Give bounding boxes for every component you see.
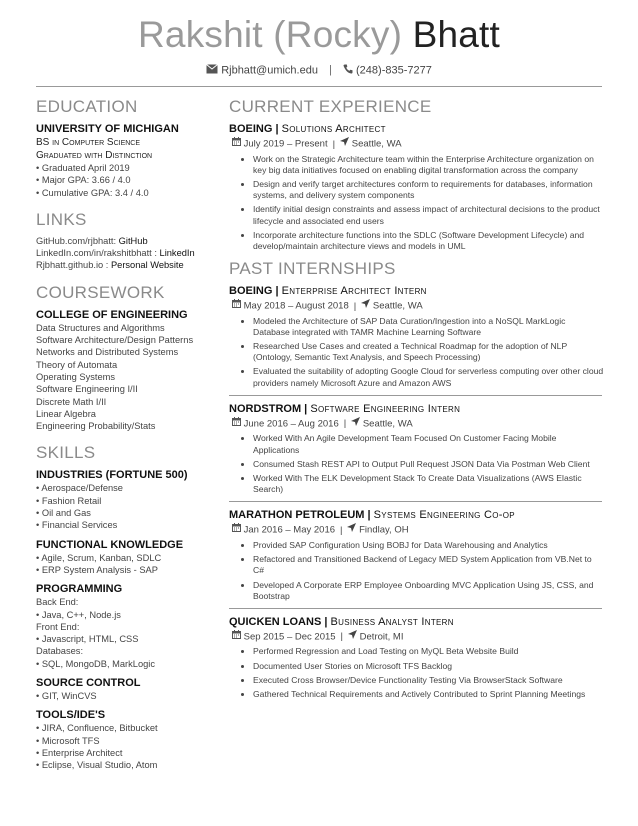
job-role: Solutions Architect: [281, 123, 386, 135]
links-section: [36, 209, 216, 272]
functional-heading: FUNCTIONAL KNOWLEDGE: [36, 538, 184, 551]
job-location: Seattle, WA: [372, 300, 423, 312]
job-entry: [229, 402, 604, 496]
meta-separator: |: [340, 524, 343, 536]
job-bullet: • Refactored and Transitioned Backend of Legacy MED System Application from VB.Net to C#: [253, 554, 604, 576]
skill-item: • ERP System Analysis - SAP: [36, 564, 158, 575]
skill-item: • SQL, MongoDB, MarkLogic: [36, 658, 155, 669]
company-name: NORDSTROM: [229, 402, 302, 415]
email-link[interactable]: Rjbhatt@umich.edu: [221, 64, 318, 77]
meta-separator: |: [343, 418, 347, 430]
course-item: Discrete Math I/II: [36, 396, 107, 407]
heading-separator: |: [321, 615, 331, 628]
job-location: Findlay, OH: [359, 524, 409, 536]
job-divider: [229, 501, 602, 502]
meta-separator: |: [340, 631, 344, 643]
job-bullet: • Identify initial design constraints and assess impact of architectural decisions to the product lifecycle and associated end users: [253, 204, 604, 226]
phone-number[interactable]: (248)-835-7277: [356, 64, 432, 77]
skill-item: • Aerospace/Defense: [36, 483, 123, 494]
current-jobs: [229, 122, 604, 252]
course-item: Operating Systems: [36, 371, 116, 382]
skill-item: • JIRA, Confluence, Bitbucket: [36, 723, 158, 734]
job-bullet: • Design and verify target architectures conform to requirements for databases, information systems, and delivery system components: [253, 179, 604, 201]
company-name: BOEING: [229, 285, 273, 298]
job-location: Seattle, WA: [351, 138, 402, 150]
skill-item: • Microsoft TFS: [36, 735, 100, 746]
job-divider: [229, 395, 602, 396]
school-name: UNIVERSITY OF MICHIGAN: [36, 123, 179, 135]
job-bullet: • Developed A Corporate ERP Employee Onboarding MVC Application Using JS, CSS, and Bootstrap: [253, 580, 604, 602]
skill-item: • Java, C++, Node.js: [36, 609, 121, 620]
location-arrow-icon: [348, 630, 357, 644]
job-location: Detroit, MI: [359, 631, 404, 643]
header-divider: [36, 86, 602, 87]
link-label[interactable]: GitHub: [116, 235, 148, 246]
skill-item: • Enterprise Architect: [36, 747, 123, 758]
job-divider: [229, 608, 602, 609]
meta-separator: |: [353, 300, 357, 312]
skill-item: • Agile, Scrum, Kanban, SDLC: [36, 552, 162, 563]
heading-separator: |: [364, 509, 374, 522]
skill-item: • Financial Services: [36, 520, 118, 531]
job-heading: [229, 122, 604, 137]
skill-item: • Javascript, HTML, CSS: [36, 634, 139, 645]
job-bullet: • Work on the Strategic Architecture team within the Enterprise Architecture organization on key big data initiatives focused on enabling digital transformation across the company: [253, 154, 604, 176]
name-light: Rakshit (Rocky): [138, 14, 403, 55]
job-location: Seattle, WA: [362, 418, 413, 430]
job-bullets: [229, 316, 604, 389]
job-role: Enterprise Architect Intern: [281, 285, 427, 298]
left-column: [36, 96, 216, 782]
company-name: BOEING: [229, 123, 273, 135]
job-bullets: [229, 154, 604, 253]
links-title: LINKS: [36, 209, 87, 229]
job-dates: July 2019 – Present: [243, 138, 328, 150]
job-entry: [229, 508, 604, 602]
job-heading: [229, 508, 604, 523]
skill-item: • Oil and Gas: [36, 508, 91, 519]
heading-separator: |: [272, 285, 282, 298]
location-arrow-icon: [347, 523, 356, 537]
company-name: MARATHON PETROLEUM: [229, 509, 365, 522]
job-dates: May 2018 – August 2018: [243, 300, 349, 312]
location-arrow-icon: [340, 137, 349, 151]
resume-name: [0, 14, 638, 56]
honor: Graduated with Distinction: [36, 150, 153, 161]
job-bullet: • Performed Regression and Load Testing on MyQL Beta Website Build: [253, 646, 604, 657]
link-item[interactable]: LinkedIn.com/in/rakshitbhatt : LinkedIn: [36, 248, 195, 259]
skill-item: Front End:: [36, 621, 80, 632]
link-label[interactable]: Personal Website: [108, 260, 184, 271]
job-bullet: • Incorporate architecture functions into the SDLC (Software Development Lifecycle) and develop/maintain architecture views and models in UML: [253, 230, 604, 252]
job-entry: [229, 284, 604, 389]
job-bullets: [229, 433, 604, 495]
job-dates: Sep 2015 – Dec 2015: [243, 631, 336, 643]
source-control-heading: SOURCE CONTROL: [36, 677, 141, 690]
job-heading: [229, 284, 604, 299]
education-section: [36, 96, 216, 199]
past-internships-title: PAST INTERNSHIPS: [229, 259, 396, 279]
calendar-icon: [232, 299, 241, 313]
job-bullet: • Worked With An Agile Development Team Focused On Customer Facing Mobile Applications: [253, 433, 604, 455]
job-bullets: [229, 540, 604, 602]
job-dates: June 2016 – Aug 2016: [243, 418, 339, 430]
edu-item: • Cumulative GPA: 3.4 / 4.0: [36, 187, 149, 198]
job-heading: [229, 615, 604, 630]
calendar-icon: [232, 523, 241, 537]
edu-item: • Graduated April 2019: [36, 163, 130, 173]
company-name: QUICKEN LOANS: [229, 615, 322, 628]
course-item: Linear Algebra: [36, 408, 96, 419]
right-column: [229, 96, 604, 706]
contact-line: [0, 64, 638, 77]
job-bullet: • Provided SAP Configuration Using BOBJ for Data Warehousing and Analytics: [253, 540, 604, 551]
location-arrow-icon: [351, 417, 360, 431]
meta-separator: |: [332, 138, 336, 150]
job-bullet: • Executed Cross Browser/Device Functionality Testing Via BrowserStack Software: [253, 675, 604, 686]
tools-heading: TOOLS/IDE'S: [36, 709, 106, 722]
job-bullet: • Worked With The ELK Development Stack To Create Data Visualizations (AWS Elastic Search): [253, 473, 604, 495]
skill-item: Databases:: [36, 646, 84, 657]
skills-title: SKILLS: [36, 443, 96, 463]
link-item[interactable]: Rjbhatt.github.io : Personal Website: [36, 260, 184, 271]
education-title: EDUCATION: [36, 97, 138, 116]
past-jobs: [229, 284, 604, 700]
calendar-icon: [232, 417, 241, 431]
skills-section: [36, 442, 216, 771]
programming-heading: PROGRAMMING: [36, 583, 123, 596]
job-role: Systems Engineering Co-op: [373, 509, 515, 522]
course-item: Data Structures and Algorithms: [36, 322, 165, 333]
course-item: Software Architecture/Design Patterns: [36, 335, 194, 346]
job-meta: [232, 630, 604, 645]
skill-item: Back End:: [36, 597, 79, 608]
job-dates: Jan 2016 – May 2016: [243, 524, 336, 536]
job-meta: [232, 137, 604, 152]
heading-separator: |: [272, 123, 282, 135]
location-arrow-icon: [361, 299, 370, 313]
envelope-icon: [206, 64, 218, 77]
heading-separator: |: [301, 402, 311, 415]
job-meta: [232, 417, 604, 432]
job-role: Business Analyst Intern: [330, 615, 454, 628]
job-bullet: • Researched Use Cases and created a Technical Roadmap for the adoption of NLP (Ontology, Semantic Text Analysis, and Speech Processing): [253, 341, 604, 363]
job-bullet: • Modeled the Architecture of SAP Data Curation/Ingestion into a NoSQL MarkLogic Database integrated with TAMR Machine Learning Software: [253, 316, 604, 338]
job-bullet: • Evaluated the suitability of adopting Google Cloud for serverless computing over other cloud providers namely Microsoft Azure and Amazon AWS: [253, 366, 604, 388]
degree: BS in Computer Science: [36, 137, 141, 148]
job-bullet: • Consumed Stash REST API to Output Pull Request JSON Data Via Postman Web Client: [253, 459, 604, 470]
job-meta: [232, 523, 604, 538]
job-role: Software Engineering Intern: [310, 402, 461, 415]
skill-item: • Eclipse, Visual Studio, Atom: [36, 760, 158, 771]
current-experience-title: CURRENT EXPERIENCE: [229, 97, 432, 116]
link-label[interactable]: LinkedIn: [156, 248, 195, 259]
coursework-section: [36, 282, 216, 433]
course-item: Theory of Automata: [36, 359, 118, 370]
course-item: Networks and Distributed Systems: [36, 347, 179, 358]
job-bullet: • Documented User Stories on Microsoft TFS Backlog: [253, 661, 604, 672]
college-name: COLLEGE OF ENGINEERING: [36, 308, 188, 321]
course-item: Engineering Probability/Stats: [36, 421, 156, 432]
skill-item: • GIT, WinCVS: [36, 691, 97, 702]
contact-separator: |: [329, 64, 332, 77]
industries-heading: INDUSTRIES (FORTUNE 500): [36, 469, 188, 482]
phone-icon: [343, 64, 353, 77]
job-entry: [229, 615, 604, 700]
job-bullets: [229, 646, 604, 700]
edu-item: • Major GPA: 3.66 / 4.0: [36, 175, 131, 186]
job-entry: [229, 122, 604, 252]
coursework-title: COURSEWORK: [36, 282, 165, 302]
name-dark: Bhatt: [412, 14, 500, 55]
link-item[interactable]: GitHub.com/rjbhatt: GitHub: [36, 235, 148, 246]
calendar-icon: [232, 630, 241, 644]
job-heading: [229, 402, 604, 417]
skill-item: • Fashion Retail: [36, 495, 102, 506]
job-bullet: • Gathered Technical Requirements and Actively Contributed to Sprint Planning Meetings: [253, 689, 604, 700]
job-meta: [232, 299, 604, 314]
course-item: Software Engineering I/II: [36, 384, 138, 395]
calendar-icon: [232, 137, 241, 151]
